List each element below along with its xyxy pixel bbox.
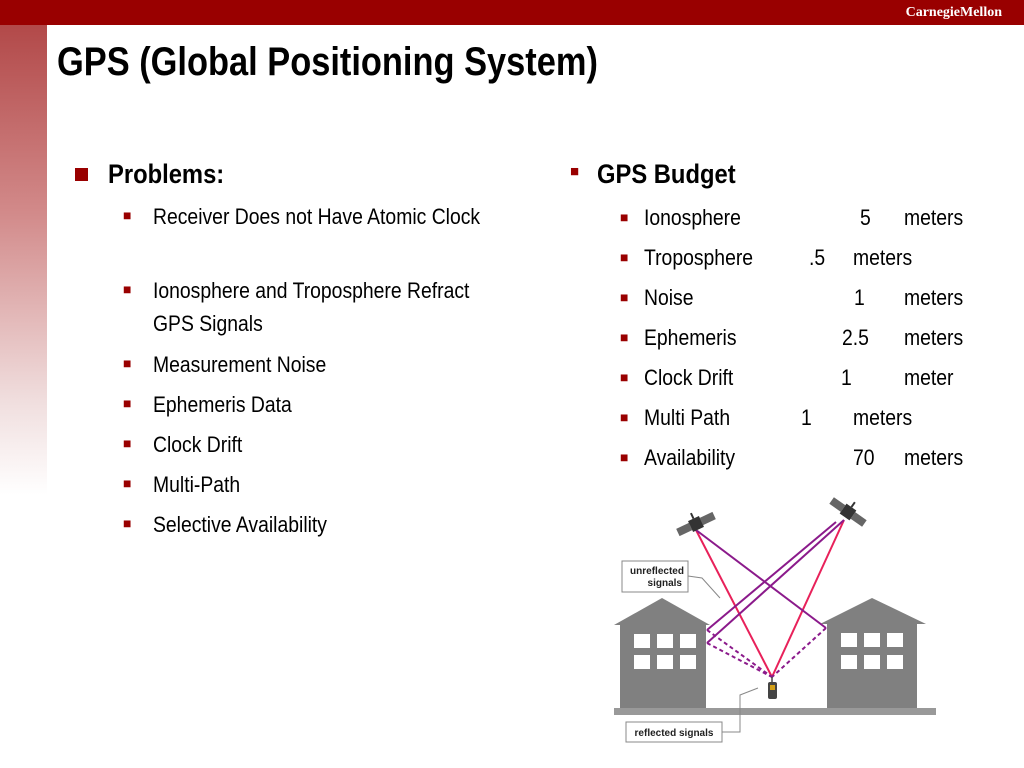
list-item [123, 428, 518, 468]
direct-signal-line [696, 530, 772, 677]
right-building [820, 598, 926, 708]
list-item [123, 468, 518, 508]
budget-row-unit: meters [853, 245, 913, 270]
square-bullet-icon: ■ [123, 475, 132, 491]
square-bullet-icon: ■ [620, 449, 629, 465]
budget-row-name: Availability [644, 445, 736, 470]
budget-list [597, 206, 997, 486]
reflected-signal-line [707, 522, 836, 630]
budget-row-value: 5 [860, 205, 871, 230]
left-accent-bar [0, 25, 47, 495]
budget-row-value: .5 [809, 245, 826, 270]
brand-logo: CarnegieMellon [905, 5, 1002, 20]
budget-row [620, 205, 997, 246]
square-bullet-icon: ■ [620, 249, 629, 265]
square-bullet-icon: ■ [570, 163, 580, 180]
problems-list [108, 200, 518, 548]
budget-row-unit: meters [904, 445, 964, 470]
reflected-signal-line [707, 630, 772, 677]
budget-row-name: Ephemeris [644, 325, 737, 350]
budget-row-unit: meters [904, 285, 964, 310]
list-item-text: Clock Drift [153, 432, 243, 457]
budget-column [570, 158, 997, 482]
square-bullet-icon: ■ [620, 289, 629, 305]
budget-row-value: 70 [853, 445, 875, 470]
square-bullet-icon: ■ [620, 329, 629, 345]
list-item-text: Selective Availability [153, 512, 327, 537]
square-bullet-icon: ■ [123, 395, 132, 411]
square-bullet-icon: ■ [123, 207, 132, 223]
problems-heading-text: Problems: [108, 159, 225, 189]
multipath-diagram [610, 490, 940, 750]
budget-row [620, 445, 997, 486]
square-bullet-icon: ■ [123, 281, 132, 297]
budget-row-name: Ionosphere [644, 205, 741, 230]
list-item [123, 348, 518, 388]
square-bullet-icon: ■ [620, 409, 629, 425]
left-building [614, 598, 710, 708]
satellite-icon [673, 505, 717, 538]
budget-row-value: 1 [841, 365, 852, 390]
budget-row-value: 2.5 [842, 325, 869, 350]
unreflected-label [622, 561, 720, 598]
budget-row-name: Troposphere [644, 245, 754, 270]
reflected-signal-line [707, 520, 844, 643]
budget-row [620, 325, 997, 366]
list-item [123, 508, 518, 548]
gps-receiver-icon [768, 677, 777, 699]
budget-heading [570, 158, 997, 202]
budget-row-value: 1 [801, 405, 812, 430]
list-item [123, 388, 518, 428]
square-bullet-icon: ■ [123, 515, 132, 531]
budget-row [620, 285, 997, 326]
budget-row-name: Noise [644, 285, 694, 310]
square-bullet-icon: ■ [620, 209, 629, 225]
unreflected-label-line1: unreflected [630, 566, 684, 577]
list-item [123, 200, 518, 274]
list-item-text: Ionosphere and Troposphere Refract GPS Signals [153, 278, 470, 336]
square-bullet-icon [75, 168, 88, 181]
budget-heading-text: GPS Budget [597, 159, 736, 189]
budget-row [620, 245, 997, 286]
reflected-signal-line [772, 628, 826, 677]
slide-title: GPS (Global Positioning System) [57, 40, 598, 84]
budget-row-name: Clock Drift [644, 365, 734, 390]
list-item [123, 274, 518, 348]
budget-row-unit: meters [853, 405, 913, 430]
budget-row-unit: meters [904, 205, 964, 230]
reflected-signal-line [696, 530, 826, 628]
problems-heading [108, 158, 518, 200]
list-item-text: Ephemeris Data [153, 392, 292, 417]
budget-row-value: 1 [854, 285, 865, 310]
square-bullet-icon: ■ [620, 369, 629, 385]
list-item-text: Receiver Does not Have Atomic Clock [153, 204, 481, 229]
budget-row-unit: meters [904, 325, 964, 350]
budget-row [620, 405, 997, 446]
square-bullet-icon: ■ [123, 355, 132, 371]
unreflected-label-line2: signals [647, 578, 682, 589]
budget-row-unit: meter [904, 365, 954, 390]
reflected-label-text: reflected signals [634, 728, 714, 739]
problems-column [108, 158, 518, 548]
list-item-text: Multi-Path [153, 472, 241, 497]
square-bullet-icon: ■ [123, 435, 132, 451]
ground-line [614, 708, 936, 715]
budget-row [620, 365, 997, 406]
list-item-text: Measurement Noise [153, 352, 327, 377]
top-bar [0, 0, 1024, 25]
budget-row-name: Multi Path [644, 405, 731, 430]
